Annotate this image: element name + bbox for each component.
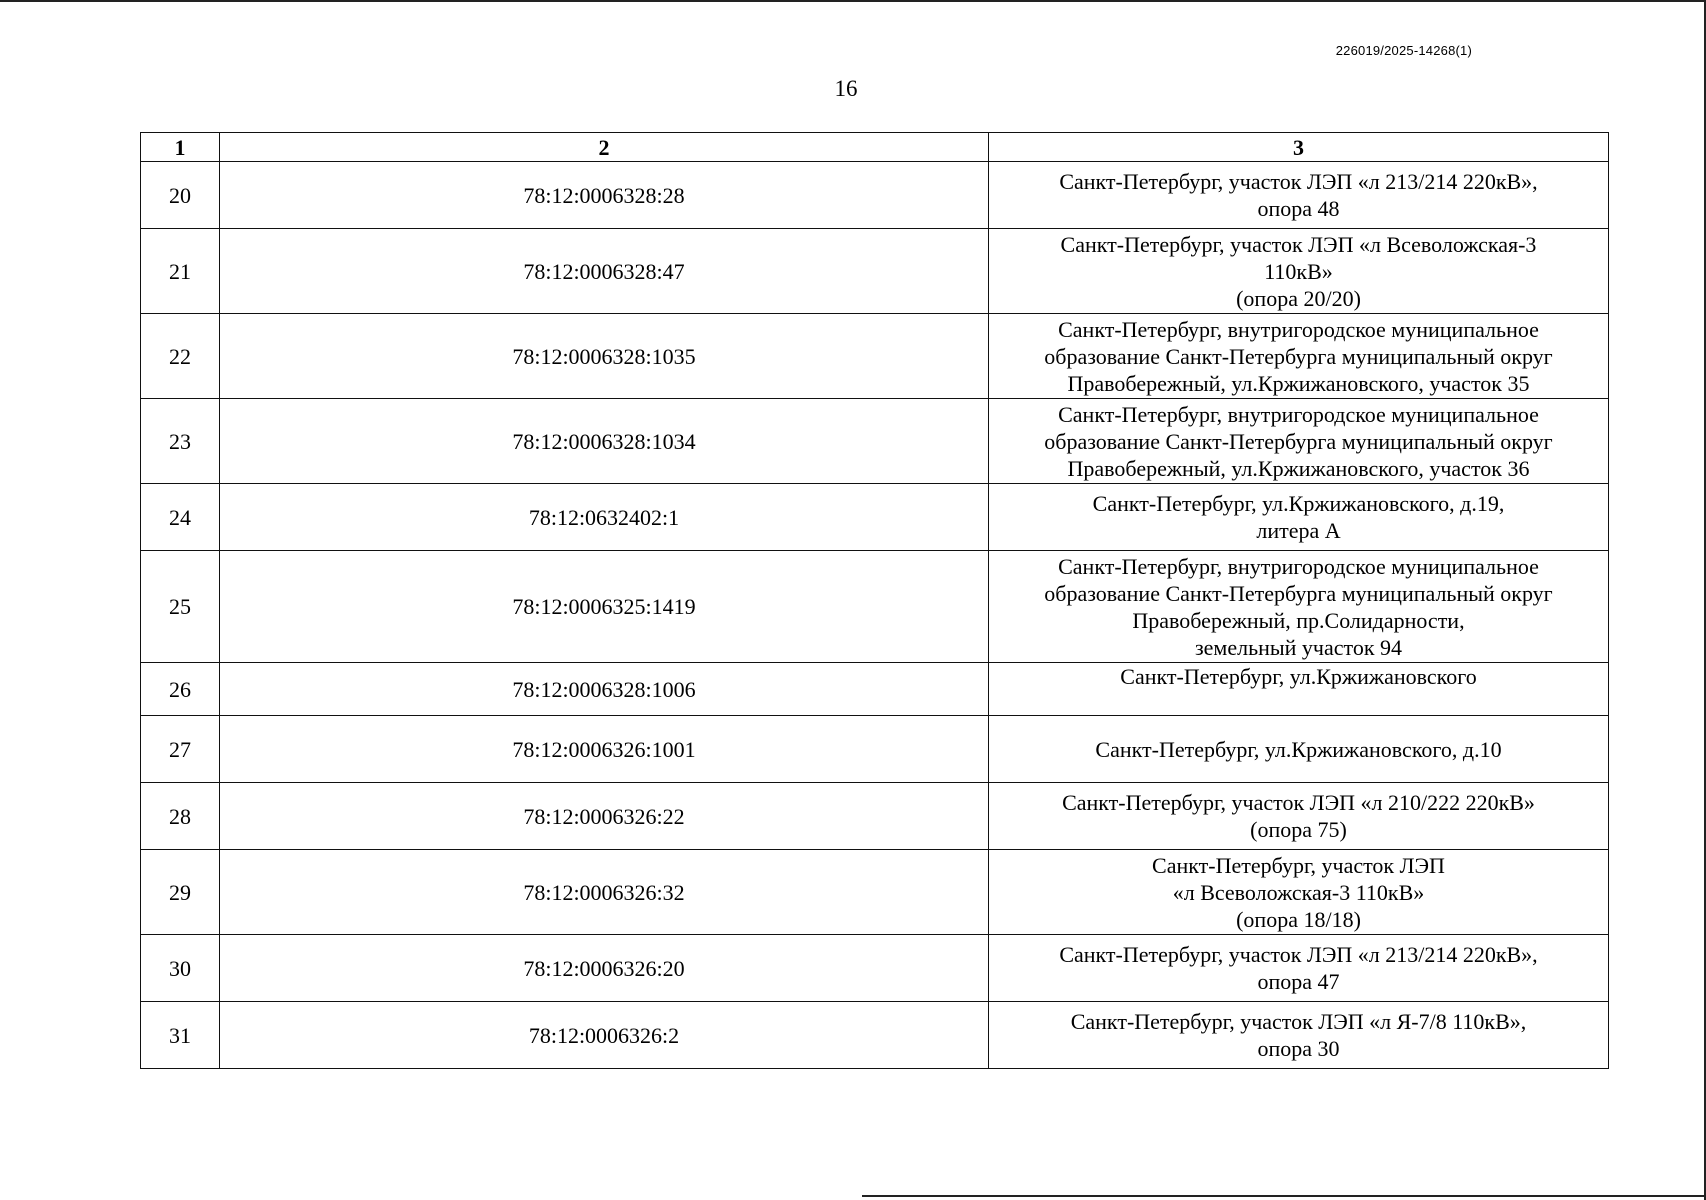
cadastral-number: 78:12:0006328:28 — [220, 162, 989, 229]
column-header-cadastral: 2 — [220, 133, 989, 162]
row-number: 31 — [141, 1002, 220, 1069]
plot-address: Санкт-Петербург, участок ЛЭП «л 210/222 220кВ» (опора 75) — [989, 783, 1609, 850]
plot-address: Санкт-Петербург, участок ЛЭП «л Всеволожская-3 110кВ» (опора 18/18) — [989, 850, 1609, 935]
plot-address: Санкт-Петербург, внутригородское муниципальное образование Санкт-Петербурга муниципальный округ Правобережный, пр.Солидарности, земельный участок 94 — [989, 551, 1609, 663]
plot-address: Санкт-Петербург, внутригородское муниципальное образование Санкт-Петербурга муниципальный округ Правобережный, ул.Кржижановского, участок 35 — [989, 314, 1609, 399]
table-row — [141, 663, 1609, 716]
land-plots-table — [140, 132, 1609, 1069]
cadastral-number: 78:12:0006326:32 — [220, 850, 989, 935]
row-number: 22 — [141, 314, 220, 399]
table-row — [141, 716, 1609, 783]
table-row — [141, 162, 1609, 229]
cadastral-number: 78:12:0632402:1 — [220, 484, 989, 551]
document-registration-number: 226019/2025-14268(1) — [1335, 43, 1472, 58]
row-number: 27 — [141, 716, 220, 783]
scan-edge-bottom — [862, 1195, 1706, 1197]
table-row — [141, 484, 1609, 551]
row-number: 20 — [141, 162, 220, 229]
row-number: 25 — [141, 551, 220, 663]
cadastral-number: 78:12:0006326:2 — [220, 1002, 989, 1069]
plot-address: Санкт-Петербург, ул.Кржижановского, д.10 — [989, 716, 1609, 783]
plot-address: Санкт-Петербург, участок ЛЭП «л Всеволожская-3 110кВ» (опора 20/20) — [989, 229, 1609, 314]
plot-address: Санкт-Петербург, ул.Кржижановского — [989, 663, 1609, 716]
cadastral-number: 78:12:0006328:1006 — [220, 663, 989, 716]
plot-address: Санкт-Петербург, внутригородское муниципальное образование Санкт-Петербурга муниципальный округ Правобережный, ул.Кржижановского, участок 36 — [989, 399, 1609, 484]
plot-address: Санкт-Петербург, участок ЛЭП «л Я-7/8 110кВ», опора 30 — [989, 1002, 1609, 1069]
row-number: 30 — [141, 935, 220, 1002]
plot-address: Санкт-Петербург, участок ЛЭП «л 213/214 220кВ», опора 47 — [989, 935, 1609, 1002]
table-row — [141, 783, 1609, 850]
scan-edge-top — [0, 0, 1706, 2]
row-number: 26 — [141, 663, 220, 716]
column-header-number: 1 — [141, 133, 220, 162]
table-header-row — [141, 133, 1609, 162]
cadastral-number: 78:12:0006328:1035 — [220, 314, 989, 399]
table-row — [141, 229, 1609, 314]
plot-address: Санкт-Петербург, участок ЛЭП «л 213/214 220кВ», опора 48 — [989, 162, 1609, 229]
cadastral-number: 78:12:0006326:20 — [220, 935, 989, 1002]
table-row — [141, 850, 1609, 935]
table-row — [141, 1002, 1609, 1069]
table-row — [141, 551, 1609, 663]
column-header-address: 3 — [989, 133, 1609, 162]
cadastral-number: 78:12:0006325:1419 — [220, 551, 989, 663]
row-number: 23 — [141, 399, 220, 484]
row-number: 24 — [141, 484, 220, 551]
cadastral-number: 78:12:0006326:22 — [220, 783, 989, 850]
cadastral-number: 78:12:0006328:1034 — [220, 399, 989, 484]
table-row — [141, 314, 1609, 399]
row-number: 28 — [141, 783, 220, 850]
row-number: 21 — [141, 229, 220, 314]
page-number: 16 — [834, 76, 858, 101]
table-row — [141, 399, 1609, 484]
table-row — [141, 935, 1609, 1002]
cadastral-number: 78:12:0006326:1001 — [220, 716, 989, 783]
plot-address: Санкт-Петербург, ул.Кржижановского, д.19, литера А — [989, 484, 1609, 551]
row-number: 29 — [141, 850, 220, 935]
cadastral-number: 78:12:0006328:47 — [220, 229, 989, 314]
